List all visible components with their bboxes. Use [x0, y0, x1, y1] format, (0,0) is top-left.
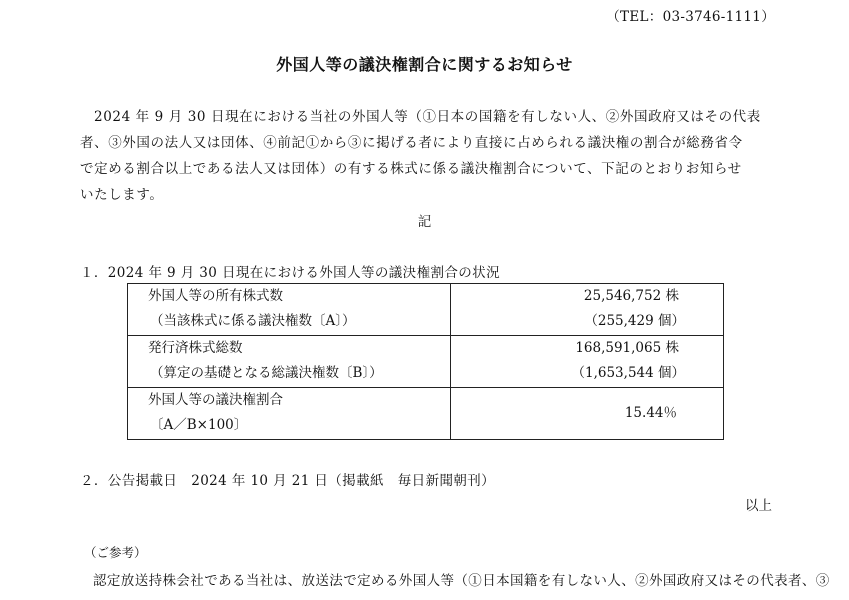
tel-number: （TEL：03-3746-1111）: [606, 9, 775, 25]
row-value: 25,546,752 株: [583, 288, 679, 304]
intro-line: で定める割合以上である法人又は団体）の有する株式に係る議決権割合について、下記のとおりお知らせ: [80, 161, 742, 177]
row-value: 168,591,065 株: [575, 340, 679, 356]
voting-rights-table: [127, 283, 724, 440]
row-label-cell: [128, 388, 451, 440]
row-sublabel: （算定の基礎となる総議決権数〔B〕）: [150, 365, 383, 381]
intro-paragraph: [80, 104, 775, 208]
row-value-cell: [450, 388, 723, 440]
row-label-cell: [128, 336, 451, 388]
row-label: 外国人等の所有株式数: [148, 288, 283, 304]
row-sublabel: （当該株式に係る議決権数〔A〕）: [150, 313, 356, 329]
row-subvalue: （255,429 個）: [584, 313, 685, 329]
row-subvalue: （1,653,544 個）: [571, 365, 685, 381]
closing-mark: 以上: [745, 498, 772, 514]
row-label: 発行済株式総数: [148, 340, 243, 356]
section1-heading: １．2024 年 9 月 30 日現在における外国人等の議決権割合の状況: [80, 265, 500, 281]
row-label-cell: [128, 284, 451, 336]
reference-body: 認定放送持株会社である当社は、放送法で定める外国人等（①日本国籍を有しない人、②外国政府又はその代表者、③: [93, 573, 830, 589]
page-title: 外国人等の議決権割合に関するお知らせ: [276, 55, 573, 74]
table-row: [128, 284, 724, 336]
ki-marker: 記: [417, 214, 432, 230]
row-value-cell: [450, 336, 723, 388]
intro-line: 者、③外国の法人又は団体、④前記①から③に掲げる者により直接に占められる議決権の割合が総務省令: [80, 135, 743, 151]
row-value-cell: [450, 284, 723, 336]
table-row: [128, 336, 724, 388]
intro-line: 2024 年 9 月 30 日現在における当社の外国人等（①日本の国籍を有しない人、②外国政府又はその代表: [94, 109, 761, 125]
voting-ratio-value: 15.44％: [624, 405, 677, 421]
row-label: 外国人等の議決権割合: [148, 392, 283, 408]
row-sublabel: 〔A／B×100〕: [150, 417, 248, 433]
reference-heading: （ご参考）: [84, 545, 147, 560]
section2-publication-date: ２．公告掲載日 2024 年 10 月 21 日（掲載紙 毎日新聞朝刊）: [80, 473, 496, 489]
intro-line: いたします。: [80, 187, 164, 203]
table-row: [128, 388, 724, 440]
